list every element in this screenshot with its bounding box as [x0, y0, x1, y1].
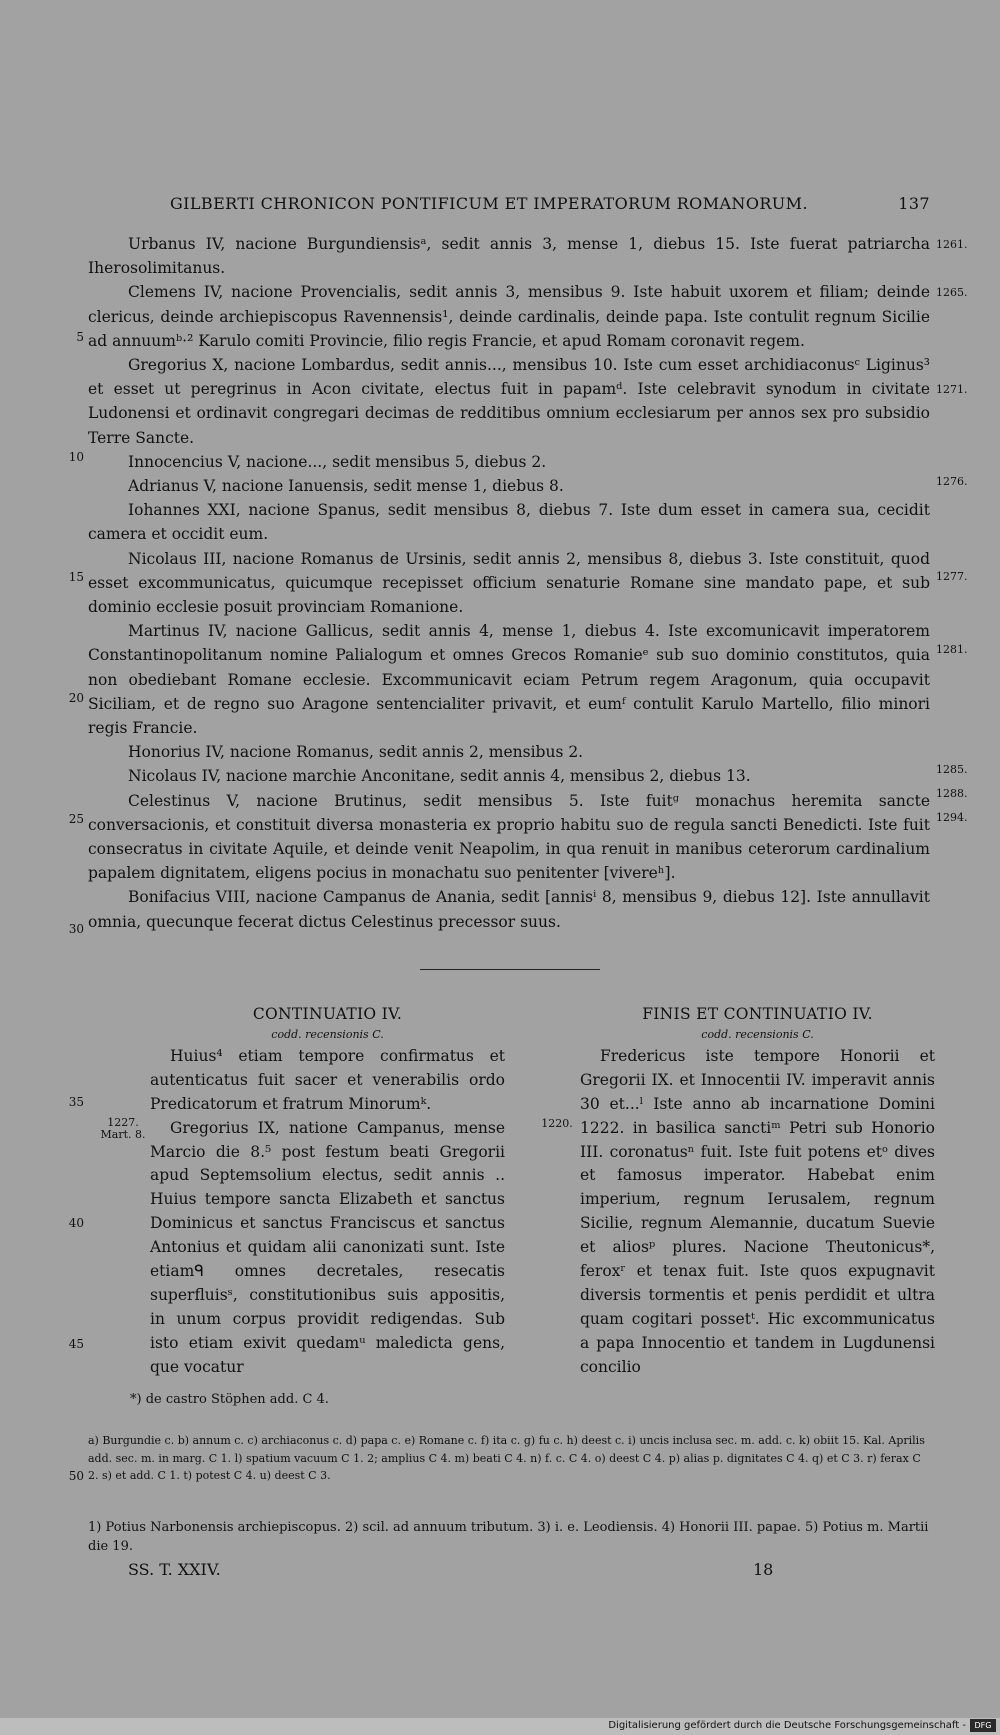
paragraph-adrianus: Adrianus V, nacione Ianuensis, sedit mense 1, diebus 8.: [128, 477, 564, 496]
paragraph-urbanus: Urbanus IV, nacione Burgundiensisᵃ, sedit annis 3, mense 1, diebus 15. Iste fuerat patriarcha Iherosolimitanus.: [88, 235, 930, 278]
paragraph-iohannes: Iohannes XXI, nacione Spanus, sedit mensibus 8, diebus 7. Iste dum esset in camera sua, cecidit camera et occidit eum.: [88, 501, 930, 544]
left-column: [150, 1003, 505, 1380]
paragraph-bonifacius: Bonifacius VIII, nacione Campanus de Anania, sedit [annisⁱ 8, mensibus 9, diebus 12]. Iste annullavit omnia, quecunque fecerat dictus Celestinus precessor suus.: [88, 888, 930, 931]
paragraph-honorius: Honorius IV, nacione Romanus, sedit annis 2, mensibus 2.: [128, 743, 584, 762]
margin-year: 1277.: [936, 570, 968, 583]
page-number: 137: [898, 194, 930, 213]
right-column: [580, 1003, 935, 1380]
line-number: 35: [68, 1095, 84, 1109]
header-title: GILBERTI CHRONICON PONTIFICUM ET IMPERATORUM ROMANORUM.: [170, 194, 808, 213]
line-number: 30: [68, 922, 84, 936]
digitization-notice: Digitalisierung gefördert durch die Deutsche Forschungsgemeinschaft -: [608, 1720, 966, 1731]
line-number: 25: [68, 812, 84, 826]
paragraph-nicolaus-iii: Nicolaus III, nacione Romanus de Ursinis, sedit annis 2, mensibus 8, diebus 3. Iste constituit, quod esset excommunicatus, quicumque recepisset officium senaturie Romane sine mandato pape, et sub dominio ecclesie posuit provinciam Romanione.: [88, 549, 930, 617]
paragraph-clemens: Clemens IV, nacione Provencialis, sedit annis 3, mensibus 9. Iste habuit uxorem et filiam; deinde clericus, deinde archiepiscopus Ravennensis¹, deinde cardinalis, deinde papa. Iste contulit regnum Sicilie ad annuumᵇ·² Karulo comiti Provincie, filio regis Francie, et apud Romam coronavit regem.: [88, 283, 930, 350]
paragraph-martinus: Martinus IV, nacione Gallicus, sedit annis 4, mense 1, diebus 4. Iste excomunicavit imperatorem Constantinopolitanum nomine Palialogum et omnes Grecos Romanieᵉ sub suo dominio constitutos, quia non obediebant Romane ecclesie. Excommunicavit eciam Petrum regem Aragonum, quia occupavit Siciliam, et de regno suo Aragone sentencialiter privavit, et eumᶠ contulit Karulo Martello, filio minori regis Francie.: [88, 622, 930, 738]
right-column-title: FINIS ET CONTINUATIO IV.: [642, 1005, 873, 1023]
right-margin-date: 1220.: [541, 1117, 573, 1130]
main-text: [88, 232, 930, 934]
section-divider: [420, 969, 600, 970]
left-column-title: CONTINUATIO IV.: [252, 1005, 403, 1023]
footer-series: SS. T. XXIV.: [128, 1560, 221, 1579]
star-note: *) de castro Stöphen add. C 4.: [130, 1392, 329, 1407]
footer-signature: 18: [753, 1560, 774, 1579]
paragraph-celestinus: Celestinus V, nacione Brutinus, sedit mensibus 5. Iste fuitᵍ monachus heremita sancte conversacionis, et constituit diversa monasteria ex proprio habitu suo de regula sancti Benedicti. Iste fuit consecratus in civitate Aquile, et deinde venit Neapolim, in qua renuit in manibus ceterorum cardinalium papalem dignitatem, eligens pocius in monachatu suo penitenter [vivereʰ].: [88, 791, 930, 883]
margin-year: 1271.: [936, 383, 968, 396]
paragraph-innocencius: Innocencius V, nacione..., sedit mensibus 5, diebus 2.: [128, 452, 547, 471]
footnotes: 1) Potius Narbonensis archiepiscopus. 2) scil. ad annuum tributum. 3) i. e. Leodiensis. 4) Honorii III. papae. 5) Potius m. Martii die 19.: [88, 1520, 929, 1554]
line-number: 50: [68, 1469, 84, 1483]
line-number: 15: [68, 570, 84, 584]
paragraph-gregorius-x: Gregorius X, nacione Lombardus, sedit annis..., mensibus 10. Iste cum esset archidiaconusᶜ Liginus³ et esset ut peregrinus in Acon civitate, electus fuit in papamᵈ. Iste celebravit synodum in civitate Ludonensi et ordinavit congregari decimas de redditibus omnium ecclesiarum per annos sex pro subsidio Terre Sancte.: [88, 356, 930, 447]
line-number: 20: [68, 691, 84, 705]
dfg-logo-icon: DFG: [970, 1719, 996, 1732]
margin-year: 1276.: [936, 475, 968, 488]
line-number: 40: [68, 1216, 84, 1230]
margin-year: 1261.: [936, 238, 968, 251]
left-margin-date: 1227. Mart. 8.: [100, 1116, 146, 1141]
margin-year: 1265.: [936, 286, 968, 299]
margin-year: 1285.: [936, 763, 968, 776]
line-number: 45: [68, 1337, 84, 1351]
left-paragraph: Huius⁴ etiam tempore confirmatus et autenticatus fuit sacer et venerabilis ordo Predicatorum et fratrum Minorumᵏ.: [150, 1046, 505, 1113]
right-column-subtitle: codd. recensionis C.: [701, 1027, 814, 1041]
margin-year: 1294.: [936, 811, 968, 824]
left-paragraph: Gregorius IX, natione Campanus, mense Marcio die 8.⁵ post festum beati Gregorii apud Septemsolium electus, sedit annis .. Huius tempore sancta Elizabeth et sanctus Dominicus et sanctus Franciscus et sanctus Antonius et quidam alii canonizati sunt. Iste etiamᑫ omnes decretales, resecatis superfluisˢ, constitutionibus suis appositis, in unum corpus providit redigendas. Sub isto etiam exivit quedamᵘ maledicta gens, que vocatur: [150, 1118, 505, 1376]
right-paragraph: Fredericus iste tempore Honorii et Gregorii IX. et Innocentii IV. imperavit annis 30 et...ˡ Iste anno ab incarnatione Domini 1222. in basilica sanctiᵐ Petri sub Honorio III. coronatusⁿ fuit. Iste fuit potens etᵒ dives et famosus imperator. Habebat enim imperium, regnum Ierusalem, regnum Sicilie, regnum Alemannie, ducatum Suevie et aliosᵖ plures. Nacione Theutonicus*, feroxʳ et tenax fuit. Iste quos expugnavit diversis tormentis et penis perdidit et ultra quam cogitari possetᵗ. Hic excommunicatus a papa Innocentio et tandem in Lugdunensi concilio: [580, 1046, 935, 1376]
line-number: 5: [76, 330, 84, 344]
line-number: 10: [68, 450, 84, 464]
margin-year: 1288.: [936, 787, 968, 800]
left-column-subtitle: codd. recensionis C.: [271, 1027, 384, 1041]
variant-notes: a) Burgundie c. b) annum c. c) archiaconus c. d) papa c. e) Romane c. f) ita c. g) fu c. h) deest c. i) uncis inclusa sec. m. add. c. k) obiit 15. Kal. Aprilis add. sec. m. in marg. C 1. l) spatium vacuum C 1. 2; amplius C 4. m) beati C 4. n) f. c. C 4. o) deest C 4. p) alias p. dignitates C 4. q) et C 3. r) ferax C 2. s) et add. C 1. t) potest C 4. u) deest C 3.: [88, 1434, 925, 1482]
margin-year: 1281.: [936, 643, 968, 656]
paragraph-nicolaus-iv: Nicolaus IV, nacione marchie Anconitane, sedit annis 4, mensibus 2, diebus 13.: [128, 767, 751, 786]
